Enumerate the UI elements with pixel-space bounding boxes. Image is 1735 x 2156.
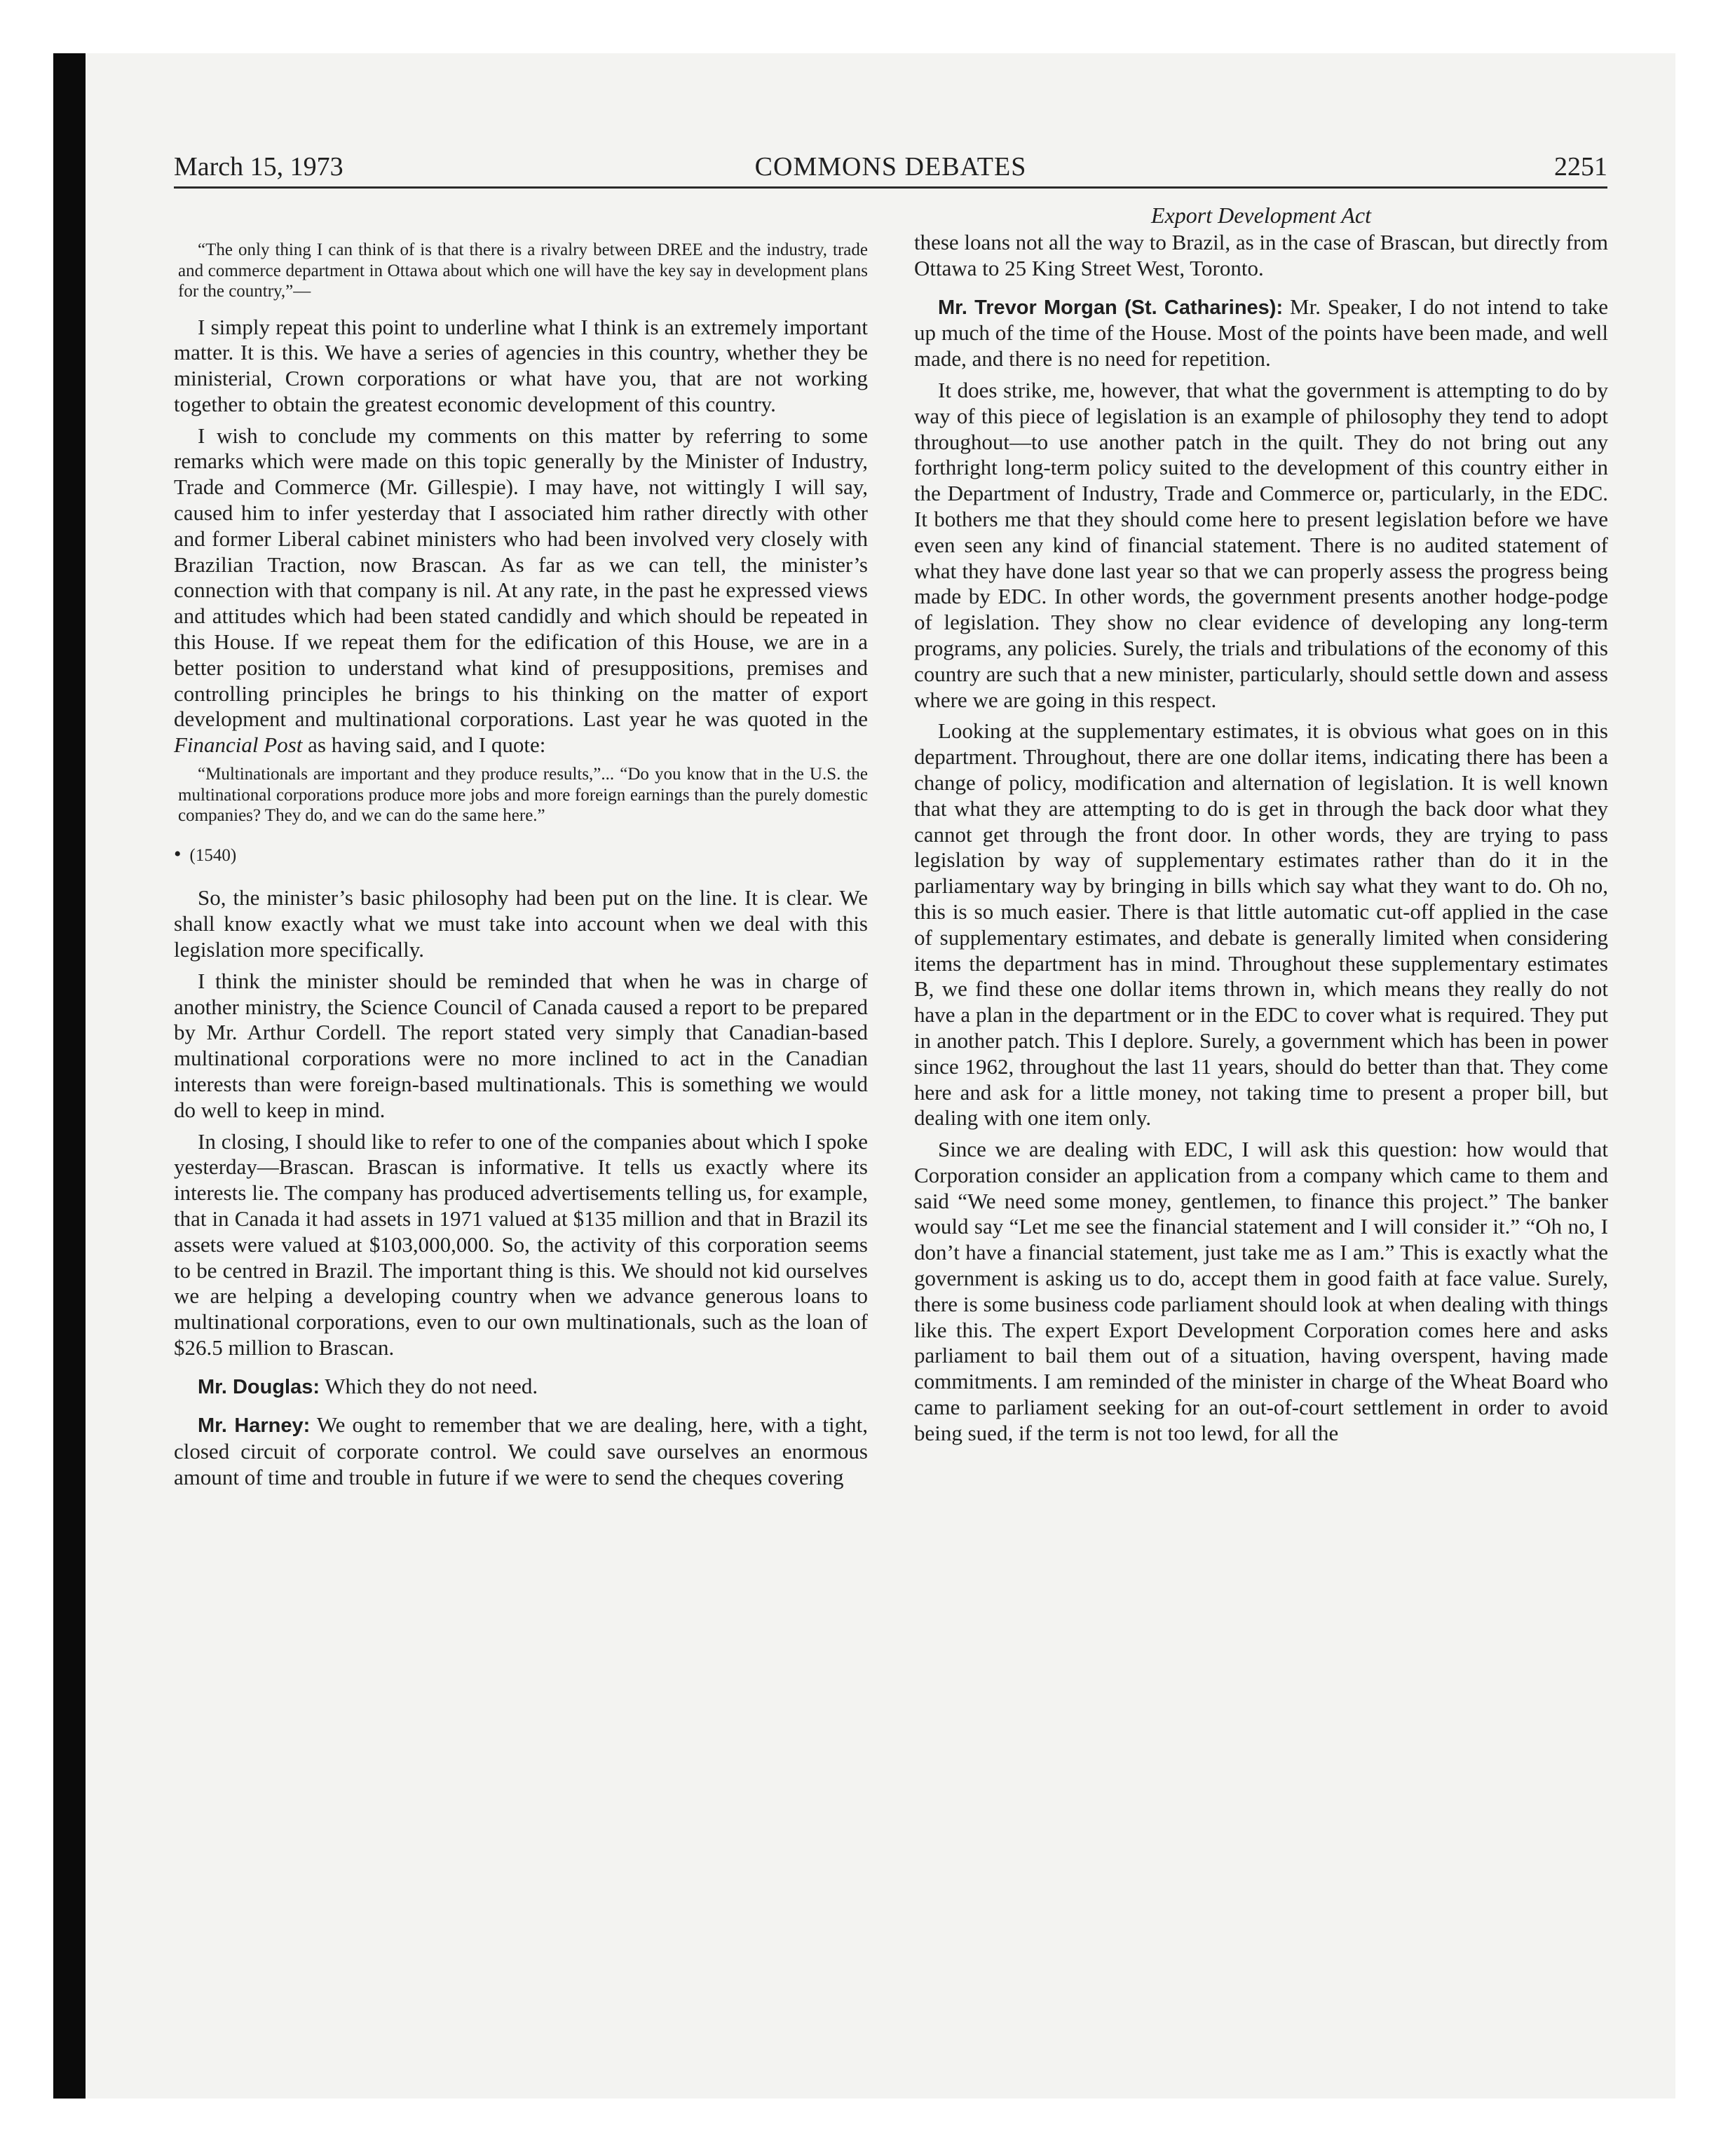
paragraph: So, the minister’s basic philosophy had been put on the line. It is clear. We shall know exactly what we must take into account when we deal with this legislation more specifically. <box>174 885 868 962</box>
speaker-paragraph <box>174 1412 868 1490</box>
paragraph: I simply repeat this point to underline what I think is an extremely important matter. It is this. We have a series of agencies in this country, whether they be ministerial, Crown corporations or what have you, that are not working together to obtain the greatest economic development of this country. <box>174 314 868 416</box>
block-quote-minister: “Multinationals are important and they produce results,”... “Do you know that in the U.S. the multinational corporations produce more jobs and more foreign earnings than the purely domestic companies? They do, and we can do the same here.” <box>178 765 868 826</box>
right-column <box>914 203 1608 1452</box>
speech-text: We ought to remember that we are dealing, here, with a tight, closed circuit of corporate control. We could save ourselves an enormous amount of time and trouble in future if we were to send the cheques covering <box>174 1412 868 1490</box>
publication-title: Financial Post <box>174 732 303 758</box>
speaker-name: Mr. Trevor Morgan (St. Catharines): <box>938 296 1284 319</box>
paragraph: In closing, I should like to refer to one of the companies about which I spoke yesterday—Brascan. Brascan is informative. It tells us exactly where its interests lie. The company has produced advertisements telling us, for example, that in Canada it had assets in 1971 valued at $135 million and that in Brazil its assets were valued at $103,000,000. So, the activity of this corporation seems to be centred in Brazil. The important thing is this. We should not kid ourselves we are helping a developing country when we advance generous loans to multinational corporations, even to our own multinationals, such as the loan of $26.5 million to Brascan. <box>174 1128 868 1360</box>
paragraph: I think the minister should be reminded that when he was in charge of another ministry, the Science Council of Canada caused a report to be prepared by Mr. Arthur Cordell. The report stated very simply that Canadian-based multinational corporations were no more inclined to act in the Canadian interests than were foreign-based multinationals. This is something we would do well to keep in mind. <box>174 968 868 1122</box>
running-header <box>174 147 1607 189</box>
timestamp <box>174 842 868 869</box>
speaker-name: Mr. Douglas: <box>198 1375 320 1398</box>
left-column <box>174 203 868 1496</box>
header-date: March 15, 1973 <box>174 152 343 182</box>
page-number: 2251 <box>1554 152 1607 182</box>
paragraph: Looking at the supplementary estimates, it is obvious what goes on in this department. Throughout, there are one dollar items, indicating there has been a change of policy, modification and alternation of legislation. It is well known that what they are attempting to do is get in through the back door what they cannot get through the front door. In other words, they are trying to pass legislation by way of supplementary estimates rather than do it in the parliamentary way by bringing in bills which say what they want to do. Oh no, this is so much easier. There is that little automatic cut-off applied in the case of supplementary estimates, and debate is generally limited when considering items the department has in mind. Throughout these supplementary estimates B, we find these one dollar items thrown in, which means they really do not have a plan in the department or in the EDC to cover what is required. They put in another patch. This I deplore. Surely, a government which has been in power since 1962, throughout the last 11 years, should do better than that. They come here and ask for a little money, not taking time to present a proper bill, but dealing with one item only. <box>914 718 1608 1131</box>
paragraph: these loans not all the way to Brazil, as in the case of Brascan, but directly from Ottawa to 25 King Street West, Toronto. <box>914 230 1608 280</box>
section-heading: Export Development Act <box>1151 203 1371 228</box>
scan-edge <box>53 53 86 2099</box>
paragraph: It does strike, me, however, that what the government is attempting to do by way of this piece of legislation is an example of philosophy they tend to adopt throughout—to use another patch in the quilt. They do not bring out any forthright long-term policy suited to the development of this country either in the Department of Industry, Trade and Commerce or, particularly, in the EDC. It bothers me that they should come here to present legislation before we have even seen any kind of financial statement. There is no audited statement of what they have done last year so that we can properly assess the progress being made by EDC. In other words, the government presents another hodge-podge of legislation. They show no clear evidence of developing any long-term programs, any policies. Surely, the trials and tribulations of the economy of this country are such that a new minister, particularly, should settle down and assess where we are going in this respect. <box>914 377 1608 712</box>
paragraph-text: I wish to conclude my comments on this matter by referring to some remarks which were made on this topic generally by the Minister of Industry, Trade and Commerce (Mr. Gillespie). I may have, not wittingly I will say, caused him to infer yesterday that I associated him rather directly with other and former Liberal cabinet ministers who had been involved very closely with Brazilian Traction, now Brascan. As far as we can tell, the minister’s connection with that company is nil. At any rate, in the past he expressed views and attitudes which had been stated candidly and which should be repeated in this House. If we repeat them for the edification of this House, we are in a better position to understand what kind of presuppositions, premises and controlling principles he brings to his thinking on the matter of export development and multinational corporations. Last year he was quoted in the <box>174 423 868 732</box>
timestamp-text: (1540) <box>189 845 237 865</box>
speaker-name: Mr. Harney: <box>198 1414 311 1438</box>
bullet-icon: • <box>174 842 182 866</box>
paragraph: Since we are dealing with EDC, I will ask this question: how would that Corporation consider an application from a company which came to them and said “We need some money, gentlemen, to finance this project.” The banker would say “Let me see the financial statement and I will consider it.” “Oh no, I don’t have a financial statement, just take me as I am.” This is exactly what the government is asking us to do, accept them in good faith at face value. Surely, there is some business code parliament should look at when dealing with things like this. The expert Export Development Corporation comes here and asks parliament to bail them out of a situation, having overspent, having made commitments. I am reminded of the minister in charge of the Wheat Board who came to parliament seeking for an out-of-court settlement in order to avoid being sued, if the term is not too lewd, for all the <box>914 1137 1608 1445</box>
speech-text: Mr. Speaker, I do not intend to take up much of the time of the House. Most of the points have been made, and well made, and there is no need for repetition. <box>914 294 1608 371</box>
block-quote-intro: “The only thing I can think of is that there is a rivalry between DREE and the industry, trade and commerce department in Ottawa about which one will have the key say in development plans for the country,”— <box>178 240 868 301</box>
speaker-paragraph <box>914 294 1608 372</box>
paragraph <box>174 423 868 758</box>
header-title: COMMONS DEBATES <box>754 152 1027 182</box>
speech-text: Which they do not need. <box>320 1373 538 1398</box>
paragraph-text: as having said, and I quote: <box>302 732 546 758</box>
speaker-paragraph <box>174 1374 868 1400</box>
